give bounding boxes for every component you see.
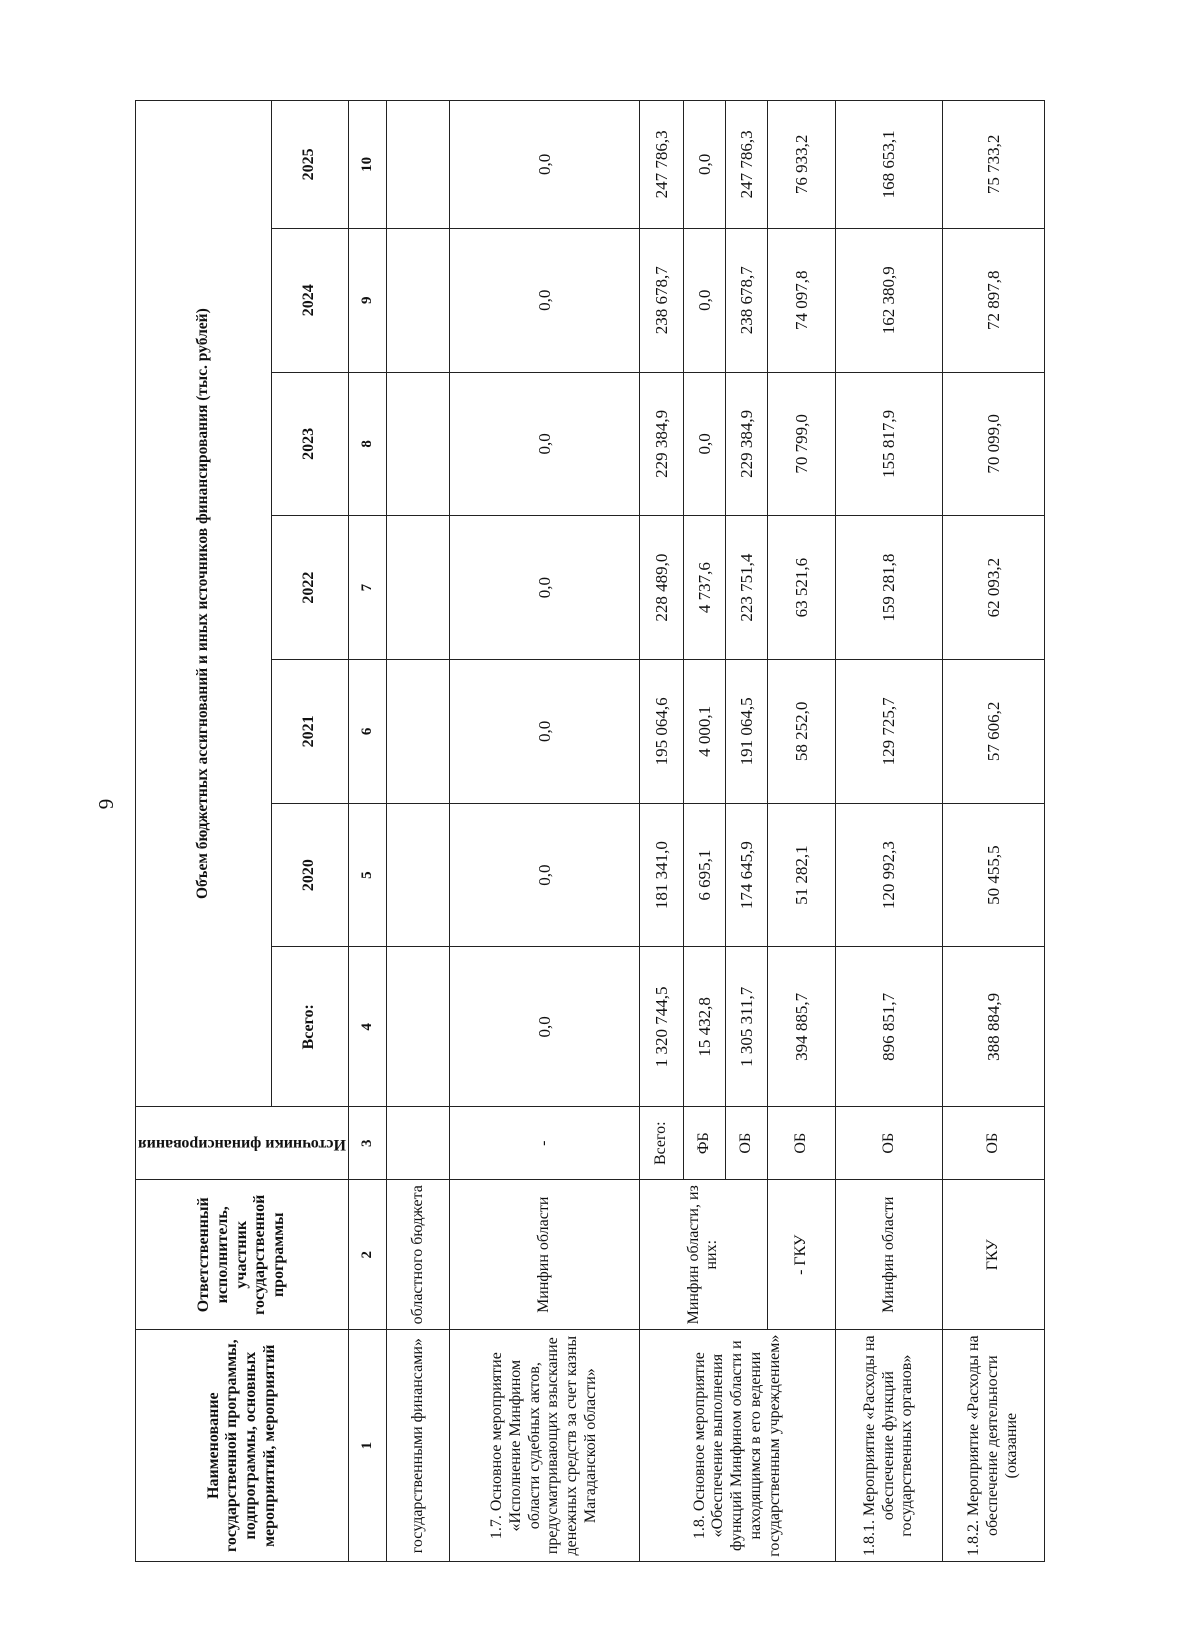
header-name: Наименование государственной программы, подпрограммы, основных мероприятий, мероприятий: [136, 1330, 349, 1562]
value-cell: 0,0: [683, 101, 725, 229]
value-cell: 247 786,3: [639, 101, 683, 229]
value-cell: 238 678,7: [725, 228, 767, 372]
value-cell: 155 817,9: [835, 372, 942, 516]
value-cell: 1 305 311,7: [725, 947, 767, 1107]
header-2020: 2020: [271, 803, 348, 947]
empty-cell: [386, 101, 449, 229]
value-cell: 4 000,1: [683, 659, 725, 803]
header-sources-text: Источники финансирования: [138, 1135, 346, 1153]
col-number: 10: [348, 101, 386, 229]
value-cell: 0,0: [449, 372, 639, 516]
row-executor: - ГКУ: [767, 1180, 835, 1330]
value-cell: 0,0: [449, 516, 639, 660]
value-cell: 70 799,0: [767, 372, 835, 516]
empty-cell: [386, 1107, 449, 1180]
header-2025: 2025: [271, 101, 348, 229]
row-source: ОБ: [767, 1107, 835, 1180]
row-executor: ГКУ: [942, 1180, 1044, 1330]
empty-cell: [386, 659, 449, 803]
value-cell: 0,0: [449, 947, 639, 1107]
value-cell: 4 737,6: [683, 516, 725, 660]
value-cell: 62 093,2: [942, 516, 1044, 660]
rotated-page-content: [135, 100, 1020, 1562]
row-source: ОБ: [942, 1107, 1044, 1180]
value-cell: 181 341,0: [639, 803, 683, 947]
row-executor: областного бюджета: [386, 1180, 449, 1330]
table-row-1-8-1: [835, 101, 942, 1562]
value-cell: 247 786,3: [725, 101, 767, 229]
col-number: 3: [348, 1107, 386, 1180]
col-number: 2: [348, 1180, 386, 1330]
empty-cell: [386, 372, 449, 516]
value-cell: 162 380,9: [835, 228, 942, 372]
col-number: 6: [348, 659, 386, 803]
page-number: 6: [94, 798, 118, 810]
empty-cell: [386, 803, 449, 947]
value-cell: 120 992,3: [835, 803, 942, 947]
row-source: ОБ: [725, 1107, 767, 1180]
row-source: ОБ: [835, 1107, 942, 1180]
value-cell: 6 695,1: [683, 803, 725, 947]
value-cell: 223 751,4: [725, 516, 767, 660]
header-total: Всего:: [271, 947, 348, 1107]
value-cell: 159 281,8: [835, 516, 942, 660]
empty-cell: [386, 228, 449, 372]
row-name: 1.8.2. Мероприятие «Расходы на обеспечение деятельности (оказание: [942, 1330, 1044, 1562]
header-executor: Ответственный исполнитель, участник государственной программы: [136, 1180, 349, 1330]
table-row-1-8-total: [639, 101, 683, 1562]
value-cell: 63 521,6: [767, 516, 835, 660]
row-name: государственными финансами»: [386, 1330, 449, 1562]
financing-table: [135, 100, 1045, 1562]
value-cell: 1 320 744,5: [639, 947, 683, 1107]
header-2021: 2021: [271, 659, 348, 803]
row-executor: Минфин области: [835, 1180, 942, 1330]
value-cell: 75 733,2: [942, 101, 1044, 229]
value-cell: 58 252,0: [767, 659, 835, 803]
value-cell: 238 678,7: [639, 228, 683, 372]
value-cell: 0,0: [449, 101, 639, 229]
table-row-1-8-2: [942, 101, 1044, 1562]
value-cell: 70 099,0: [942, 372, 1044, 516]
header-sources: [136, 1107, 349, 1180]
row-executor: Минфин области, из них:: [639, 1180, 767, 1330]
header-row-1: [136, 101, 272, 1562]
value-cell: 0,0: [449, 803, 639, 947]
value-cell: 896 851,7: [835, 947, 942, 1107]
value-cell: 191 064,5: [725, 659, 767, 803]
value-cell: 195 064,6: [639, 659, 683, 803]
row-source: ФБ: [683, 1107, 725, 1180]
col-number: 9: [348, 228, 386, 372]
col-number: 8: [348, 372, 386, 516]
value-cell: 388 884,9: [942, 947, 1044, 1107]
row-executor: Минфин области: [449, 1180, 639, 1330]
value-cell: 50 455,5: [942, 803, 1044, 947]
value-cell: 76 933,2: [767, 101, 835, 229]
value-cell: 74 097,8: [767, 228, 835, 372]
header-2022: 2022: [271, 516, 348, 660]
column-number-row: [348, 101, 386, 1562]
value-cell: 129 725,7: [835, 659, 942, 803]
row-name: 1.8. Основное мероприятие «Обеспечение выполнения функций Минфином области и находящимся в его ведении государственным учреждением»: [639, 1330, 835, 1562]
col-number: 5: [348, 803, 386, 947]
header-2024: 2024: [271, 228, 348, 372]
header-group-title: Объем бюджетных ассигнований и иных источников финансирования (тыс. рублей): [136, 101, 272, 1107]
header-2023: 2023: [271, 372, 348, 516]
value-cell: 394 885,7: [767, 947, 835, 1107]
value-cell: 0,0: [449, 228, 639, 372]
row-source: -: [449, 1107, 639, 1180]
value-cell: 15 432,8: [683, 947, 725, 1107]
value-cell: 72 897,8: [942, 228, 1044, 372]
row-name: 1.7. Основное мероприятие «Исполнение Минфином области судебных актов, предусматривающих взыскание денежных средств за счет казны Магаданской области»: [449, 1330, 639, 1562]
value-cell: 51 282,1: [767, 803, 835, 947]
value-cell: 0,0: [449, 659, 639, 803]
col-number: 4: [348, 947, 386, 1107]
empty-cell: [386, 516, 449, 660]
col-number: 1: [348, 1330, 386, 1562]
value-cell: 229 384,9: [725, 372, 767, 516]
value-cell: 0,0: [683, 228, 725, 372]
value-cell: 168 653,1: [835, 101, 942, 229]
col-number: 7: [348, 516, 386, 660]
value-cell: 228 489,0: [639, 516, 683, 660]
value-cell: 57 606,2: [942, 659, 1044, 803]
value-cell: 0,0: [683, 372, 725, 516]
table-row-1-7: [449, 101, 639, 1562]
row-source: Всего:: [639, 1107, 683, 1180]
empty-cell: [386, 947, 449, 1107]
table-row-continuation: [386, 101, 449, 1562]
value-cell: 229 384,9: [639, 372, 683, 516]
row-name: 1.8.1. Мероприятие «Расходы на обеспечение функций государственных органов»: [835, 1330, 942, 1562]
value-cell: 174 645,9: [725, 803, 767, 947]
